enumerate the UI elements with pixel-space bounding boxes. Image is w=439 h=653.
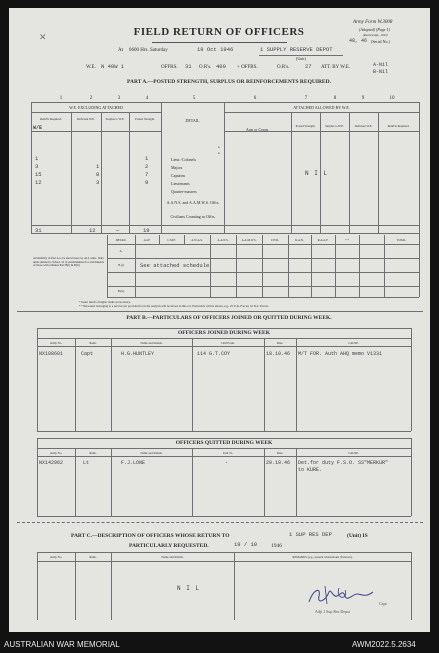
quitted-rank: Lt [83, 460, 90, 466]
offrs-value: 31 [185, 63, 192, 70]
quitted-unit: - [225, 460, 229, 466]
row-c4: 7 [145, 171, 149, 178]
quitted-head: Name and Initials. [140, 451, 163, 455]
col-head-detail: DETAIL [185, 118, 200, 123]
footnote-1: * Insert detail of higher ranks as necessary. [79, 300, 131, 304]
col-head-posted-att: Posted Strength. [295, 124, 316, 128]
joined-head: Rank. [89, 341, 97, 345]
form-adapted-note: (Adapted) (Page 1) [359, 27, 390, 32]
unit-caption: (Unit) [296, 56, 306, 61]
requested-date: 19 / 10 [234, 541, 258, 548]
requested-year: 1946 [271, 543, 282, 549]
part-c-head: Rank. [89, 555, 97, 559]
row-c1: 1 [35, 155, 39, 162]
col-number: 2 [89, 96, 93, 101]
detail-row: Captains [171, 173, 185, 178]
detail-row: Majors [171, 165, 183, 170]
col-head-posted: Posted Strength. [135, 117, 155, 121]
quitted-date: 20.10.46 [266, 460, 291, 466]
unit-typed: 1 SUPPLY RESERVE DEPOT [260, 46, 333, 53]
footnote-2: * * Personnel belonging to a service not provided for in the analysis will be shown in this col. Particulars will be shown, e.g., 25 U.K. Forces; 10 N.Z. Forces. [79, 304, 269, 308]
total-c2: 12 [89, 227, 96, 234]
total-c3: — [116, 227, 120, 234]
col-number: 4 [145, 96, 149, 101]
col-number: 5 [192, 96, 196, 101]
quitted-title: OFFICERS QUITTED DURING WEEK [175, 440, 273, 446]
row-c4: 2 [145, 163, 149, 170]
part-c-requested: PARTICULARLY REQUESTED. [129, 543, 209, 549]
row-c1: 15 [35, 171, 42, 178]
quitted-head: Army No. [49, 451, 63, 455]
total-c4: 19 [143, 227, 150, 234]
pencil-mark: ✕ [39, 32, 47, 42]
availability-note: Availability of Part A to be shown here by ALL units. Only units entitled to Sched. 3a of establishment for attachments of those with remains Part B(i) & B(ii) [33, 256, 104, 268]
unit-is-label: (Unit) IS [347, 533, 368, 539]
joined-head: Unit From. [221, 341, 235, 345]
quitted-cause: Det.for duty F.S.O. SS"MERKUR" [298, 460, 389, 466]
detail-row: Civilians Counting as Offrs. [170, 214, 216, 219]
row-c2: 1 [96, 163, 100, 170]
army-form-number: Army Form W.3008 [353, 20, 393, 25]
avail-row-label: A. [119, 249, 123, 253]
att-value-b: B-Nil [373, 69, 389, 75]
col-number: 6 [253, 96, 257, 101]
row-c1: 3 [35, 163, 39, 170]
signature [305, 582, 379, 610]
quitted-cause-line2: to KURE. [298, 467, 323, 473]
avail-head: A.A.M.W.S. [241, 238, 257, 242]
return-to-unit: 1 SUP RES DEP [289, 531, 332, 538]
group-attached: ATTACHED ALLOWED BY W.E. [293, 105, 350, 110]
joined-title: OFFICERS JOINED DURING WEEK [177, 330, 271, 336]
avail-head: A.I.F. [143, 238, 151, 242]
asterisk-mark: • [218, 152, 220, 157]
joined-head: Army No. [49, 341, 63, 345]
detail-row: Lieutenants [171, 181, 190, 186]
att-value-a: A-Nil [373, 62, 389, 68]
col-number: 1 [59, 96, 63, 101]
quitted-head: Rank. [89, 451, 97, 455]
row-c4: 9 [145, 179, 149, 186]
part-c-heading: PART C.—DESCRIPTION OF OFFICERS WHOSE RETURN TO [71, 533, 230, 539]
signature-rank: Capt. [379, 601, 388, 606]
joined-head: Date. [276, 341, 284, 345]
col-number: 3 [117, 96, 121, 101]
serial-number-label: (Serial No.) [371, 39, 390, 44]
ors2-label: O.R's. [277, 65, 290, 70]
row-c1: 12 [35, 179, 42, 186]
signature-title: Adjt 1 Sup Res Depot [315, 609, 351, 614]
col-number: 9 [361, 96, 365, 101]
archive-id: AWM2022.5.2634 [352, 640, 416, 649]
at-label: At [118, 48, 123, 53]
joined-unit: 114 G.T.COY [197, 351, 231, 357]
field-return-form [9, 8, 430, 632]
avail-head: A.A.N.S. [217, 238, 229, 242]
joined-head: CAUSE. [348, 341, 359, 345]
col-head-surplus-att: Surplus to W.E. [325, 124, 344, 128]
archive-footer [0, 638, 439, 653]
quitted-name: F.J.LONE [121, 460, 146, 466]
joined-date: 18.10.46 [266, 351, 291, 357]
asterisk-mark: • [218, 146, 220, 151]
col-head-arm: Arm or Corps. [245, 127, 270, 132]
joined-head: Name and Initials. [140, 341, 163, 345]
col-head-reinf: Reinf'ts Required. [40, 117, 62, 121]
serial-number-value: 48, 46 [349, 38, 368, 44]
part-c-nil: N I L [177, 585, 201, 592]
we-value: N 40W 1 [101, 63, 125, 70]
avail-head: A.W.A.S. [191, 238, 203, 242]
detail-row: Lieut.-Colonels [171, 157, 196, 162]
plus-offrs-label: + OFFRS. [237, 65, 258, 70]
quitted-head: Date. [276, 451, 284, 455]
quitted-head: Unit To. [223, 451, 233, 455]
col-number: 10 [389, 96, 395, 101]
offrs-label: OFFRS. [161, 65, 178, 70]
avail-head: DETAIL [115, 238, 127, 242]
total-c1: 31 [35, 227, 42, 234]
quitted-army-no: NX142962 [39, 460, 64, 466]
ors-label: O.R's. [199, 65, 212, 70]
part-b-heading: PART B.—PARTICULARS OF OFFICERS JOINED OR QUITTED DURING WEEK. [126, 315, 332, 321]
avail-row-label: B.(i) [118, 263, 124, 267]
ors2-value: 27 [305, 63, 312, 70]
att-label: ATT. BY W.E. [321, 65, 351, 70]
we-column-marker: W/E [33, 125, 43, 131]
joined-name: H.G.HUNTLEY [121, 351, 155, 357]
col-head-deficient: Deficient W.E. [77, 117, 95, 121]
date-typed: 19 Oct 1946 [197, 46, 234, 53]
avail-head: CIVIL [271, 238, 279, 242]
group-we-excluding: W.E. EXCLUDING ATTACHED [69, 105, 123, 110]
avail-head: * * [345, 238, 349, 242]
hours-day: 0600 Hrs. Saturday [129, 48, 168, 53]
part-c-head: Name and Initials. [161, 555, 184, 559]
ors-value: 400 [216, 63, 226, 70]
col-number: 7 [304, 96, 308, 101]
col-head-reinf-att: Reinf'ts Required. [387, 124, 410, 128]
part-c-head: REMARKS (e.g., present whereabouts if known). [292, 555, 353, 559]
row-c2: 8 [96, 171, 100, 178]
joined-rank: Capt [81, 351, 94, 357]
form-revised-note: (Revised Apl., 1943) [363, 33, 388, 37]
detail-row: Quarter-masters [171, 189, 197, 194]
joined-army-no: NX108601 [39, 351, 64, 357]
part-a-heading: PART A.—POSTED STRENGTH, SURPLUS OR REINFORCEMENTS REQUIRED. [127, 79, 331, 85]
avail-row-label: B.(ii) [117, 289, 125, 293]
avail-head: R.A.A.F. [317, 238, 329, 242]
row-c2: 3 [96, 179, 100, 186]
avail-head: TOTAL [396, 238, 407, 242]
attached-nil: N I L [305, 170, 329, 177]
quitted-head: CAUSE. [348, 451, 359, 455]
form-title: FIELD RETURN OF OFFICERS [133, 26, 305, 38]
avail-head: R.A.N. [295, 238, 304, 242]
detail-row: A.A.N.S. and A.A.M.W.S. Offrs. [166, 200, 220, 205]
col-head-surplus: Surplus to W.E. [105, 117, 125, 121]
col-number: 8 [333, 96, 337, 101]
joined-cause: M/T FOR. Auth AHQ memo V1331 [298, 351, 383, 357]
schedule-note: See attached schedule [140, 262, 210, 269]
part-c-head: Army No. [49, 555, 63, 559]
col-head-deficient-att: Deficient W.E. [354, 124, 373, 128]
we-label: W.E. [86, 65, 96, 70]
avail-head: C.M.F. [167, 238, 176, 242]
row-c4: 1 [145, 155, 149, 162]
archive-name: AUSTRALIAN WAR MEMORIAL [4, 640, 120, 649]
